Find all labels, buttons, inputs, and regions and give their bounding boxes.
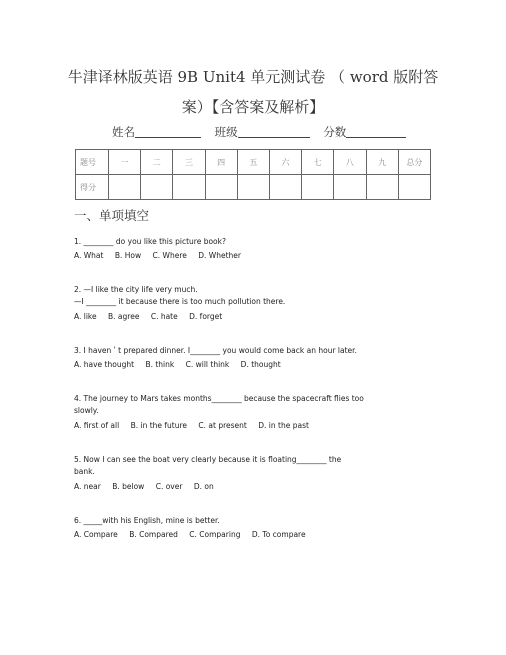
- question-line: 6. _____with his English, mine is better.: [74, 516, 220, 525]
- score-table-col: 八: [334, 150, 366, 175]
- score-cell[interactable]: [141, 175, 173, 200]
- question-1-stem: [74, 236, 226, 248]
- option: C. hate: [150, 312, 178, 321]
- score-table-col: 一: [109, 150, 141, 175]
- score-cell[interactable]: [205, 175, 237, 200]
- option: A. What: [74, 251, 104, 260]
- question-line: slowly.: [74, 406, 99, 415]
- option: D. on: [193, 482, 214, 491]
- option: A. have thought: [74, 360, 135, 369]
- option: C. over: [155, 482, 183, 491]
- question-line: —I ________ it because there is too much pollution there.: [74, 297, 286, 306]
- option: D. forget: [189, 312, 223, 321]
- question-2-stem: [74, 284, 285, 308]
- score-cell[interactable]: [109, 175, 141, 200]
- name-label: 姓名: [112, 125, 135, 139]
- question-1-options: [74, 251, 250, 260]
- option: C. will think: [185, 360, 230, 369]
- question-5-options: [74, 482, 223, 491]
- document-title-line2: 案）【含答案及解析】: [181, 98, 325, 116]
- option: A. Compare: [74, 530, 118, 539]
- score-table-col: 七: [302, 150, 334, 175]
- student-info-fields: [112, 124, 416, 140]
- score-label: 分数: [323, 125, 347, 139]
- question-3-options: [74, 360, 290, 369]
- option: D. To compare: [251, 530, 306, 539]
- option: D. in the past: [258, 421, 309, 430]
- question-line: 1. ________ do you like this picture book?: [74, 237, 226, 246]
- score-table-col: 五: [237, 150, 269, 175]
- question-2-options: [74, 312, 231, 321]
- section-title: 一、单项填空: [74, 208, 150, 223]
- score-cell[interactable]: [269, 175, 301, 200]
- score-table-col: 三: [173, 150, 205, 175]
- score-cell[interactable]: [398, 175, 430, 200]
- score-cell[interactable]: [237, 175, 269, 200]
- question-line: 2. —I like the city life very much.: [74, 285, 198, 294]
- question-4-stem: [74, 393, 364, 417]
- score-cell[interactable]: [366, 175, 398, 200]
- score-table-row1-head: 题号: [76, 150, 109, 175]
- option: B. below: [112, 482, 145, 491]
- option: D. thought: [240, 360, 281, 369]
- score-cell[interactable]: [334, 175, 366, 200]
- option: B. think: [145, 360, 175, 369]
- score-table-col: 总分: [398, 150, 430, 175]
- option: B. Compared: [129, 530, 178, 539]
- class-blank[interactable]: [238, 125, 310, 138]
- document-title-line1: 牛津译林版英语 9B Unit4 单元测试卷 （ word 版附答: [67, 68, 439, 86]
- score-table-col: 二: [141, 150, 173, 175]
- option: B. How: [114, 251, 142, 260]
- score-table-col: 九: [366, 150, 398, 175]
- question-5-stem: [74, 454, 341, 478]
- option: C. Where: [152, 251, 187, 260]
- question-line: bank.: [74, 467, 95, 476]
- score-table-header-row: [76, 150, 431, 175]
- option: B. in the future: [130, 421, 188, 430]
- name-blank[interactable]: [135, 125, 201, 138]
- question-line: 5. Now I can see the boat very clearly because it is floating________ the: [74, 455, 342, 464]
- option: A. near: [74, 482, 101, 491]
- option: C. at present: [198, 421, 247, 430]
- question-4-options: [74, 421, 318, 430]
- score-cell[interactable]: [173, 175, 205, 200]
- question-3-stem: [74, 345, 357, 357]
- option: A. like: [74, 312, 97, 321]
- score-table: [75, 149, 431, 200]
- score-blank[interactable]: [346, 125, 406, 138]
- option: D. Whether: [198, 251, 241, 260]
- question-6-stem: [74, 515, 220, 527]
- score-table-col: 四: [205, 150, 237, 175]
- question-line: 3. I haven ʹ t prepared dinner. I________ you would come back an hour later.: [74, 346, 357, 355]
- option: B. agree: [108, 312, 140, 321]
- option: A. first of all: [74, 421, 120, 430]
- score-cell[interactable]: [302, 175, 334, 200]
- score-table-score-row: [76, 175, 431, 200]
- score-table-row2-head: 得分: [76, 175, 109, 200]
- option: C. Comparing: [189, 530, 241, 539]
- question-6-options: [74, 530, 315, 539]
- class-label: 班级: [214, 125, 238, 139]
- question-line: 4. The journey to Mars takes months________ because the spacecraft flies too: [74, 394, 364, 403]
- score-table-col: 六: [269, 150, 301, 175]
